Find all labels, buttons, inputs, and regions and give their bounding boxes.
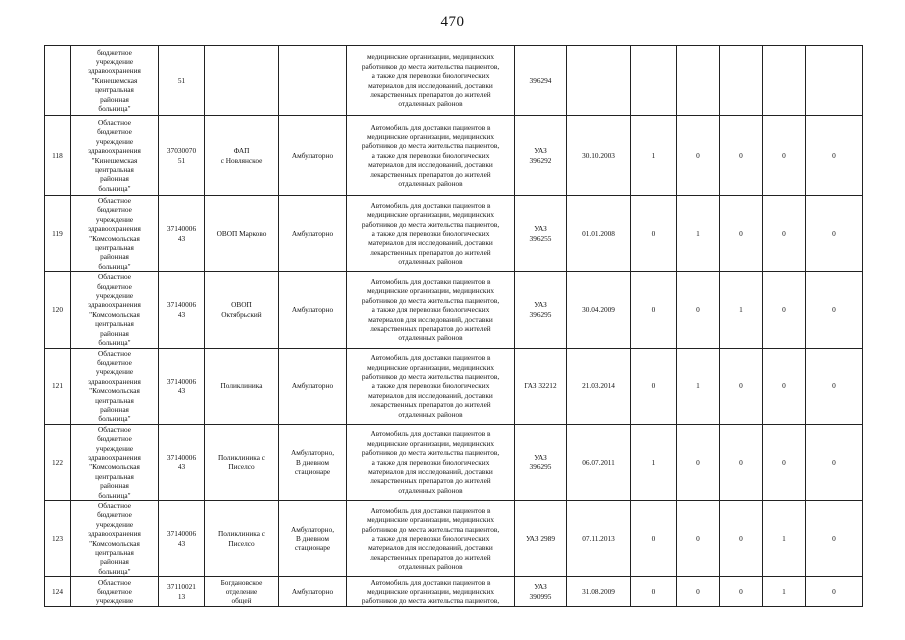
vehicle-model: УАЗ 396295 bbox=[515, 424, 567, 500]
organization-code: 37140006 43 bbox=[159, 196, 205, 272]
count-col-4 bbox=[763, 46, 806, 116]
table-row bbox=[45, 577, 863, 607]
count-col-1: 0 bbox=[631, 577, 677, 607]
organization-name: Областное бюджетное учреждение здравоохранения "Комсомольская центральная районная больница" bbox=[71, 424, 159, 500]
count-col-1 bbox=[631, 46, 677, 116]
organization-code: 51 bbox=[159, 46, 205, 116]
count-col-5: 0 bbox=[806, 501, 863, 577]
table-row bbox=[45, 116, 863, 196]
count-col-2 bbox=[677, 46, 720, 116]
count-col-4: 0 bbox=[763, 272, 806, 348]
care-type: Амбулаторно bbox=[279, 348, 347, 424]
organization-name: бюджетное учреждение здравоохранения "Кинешемская центральная районная больница" bbox=[71, 46, 159, 116]
count-col-5: 0 bbox=[806, 577, 863, 607]
care-type: Амбулаторно bbox=[279, 272, 347, 348]
count-col-3: 0 bbox=[720, 116, 763, 196]
count-col-3: 0 bbox=[720, 196, 763, 272]
vehicle-model: УАЗ 396255 bbox=[515, 196, 567, 272]
organization-code: 37030070 51 bbox=[159, 116, 205, 196]
vehicle-model: УАЗ 2989 bbox=[515, 501, 567, 577]
vehicle-registry-table bbox=[44, 45, 863, 607]
organization-code: 37140006 43 bbox=[159, 424, 205, 500]
count-col-2: 0 bbox=[677, 577, 720, 607]
organization-name: Областное бюджетное учреждение bbox=[71, 577, 159, 607]
count-col-1: 0 bbox=[631, 272, 677, 348]
department-name: Поликлиника bbox=[205, 348, 279, 424]
organization-name: Областное бюджетное учреждение здравоохранения "Комсомольская центральная районная больница" bbox=[71, 348, 159, 424]
vehicle-model: УАЗ 396295 bbox=[515, 272, 567, 348]
acquisition-date bbox=[567, 46, 631, 116]
row-number: 119 bbox=[45, 196, 71, 272]
row-number: 122 bbox=[45, 424, 71, 500]
count-col-4: 1 bbox=[763, 501, 806, 577]
count-col-1: 1 bbox=[631, 116, 677, 196]
care-type: Амбулаторно, В дневном стационаре bbox=[279, 501, 347, 577]
count-col-3: 0 bbox=[720, 348, 763, 424]
count-col-2: 1 bbox=[677, 196, 720, 272]
acquisition-date: 07.11.2013 bbox=[567, 501, 631, 577]
row-number: 118 bbox=[45, 116, 71, 196]
vehicle-purpose: Автомобиль для доставки пациентов в медицинские организации, медицинских работников до места жительства пациентов, а также для перевозки биологических материалов для исследований, доставки лекарственных препаратов до жителей отдаленных районов bbox=[347, 272, 515, 348]
organization-code: 37110021 13 bbox=[159, 577, 205, 607]
table-row bbox=[45, 196, 863, 272]
vehicle-purpose: Автомобиль для доставки пациентов в медицинские организации, медицинских работников до места жительства пациентов, bbox=[347, 577, 515, 607]
count-col-5: 0 bbox=[806, 116, 863, 196]
department-name: Поликлиника с Писелсо bbox=[205, 424, 279, 500]
care-type: Амбулаторно bbox=[279, 577, 347, 607]
count-col-3: 1 bbox=[720, 272, 763, 348]
acquisition-date: 30.10.2003 bbox=[567, 116, 631, 196]
vehicle-purpose: Автомобиль для доставки пациентов в медицинские организации, медицинских работников до места жительства пациентов, а также для перевозки биологических материалов для исследований, доставки лекарственных препаратов до жителей отдаленных районов bbox=[347, 424, 515, 500]
count-col-5: 0 bbox=[806, 424, 863, 500]
row-number: 121 bbox=[45, 348, 71, 424]
vehicle-purpose: Автомобиль для доставки пациентов в медицинские организации, медицинских работников до места жительства пациентов, а также для перевозки биологических материалов для исследований, доставки лекарственных препаратов до жителей отдаленных районов bbox=[347, 196, 515, 272]
page-number: 470 bbox=[440, 14, 465, 30]
vehicle-purpose: медицинские организации, медицинских работников до места жительства пациентов, а также для перевозки биологических материалов для исследований, доставки лекарственных препаратов до жителей отдаленных районов bbox=[347, 46, 515, 116]
organization-name: Областное бюджетное учреждение здравоохранения "Комсомольская центральная районная больница" bbox=[71, 501, 159, 577]
count-col-4: 0 bbox=[763, 196, 806, 272]
count-col-3: 0 bbox=[720, 501, 763, 577]
count-col-3: 0 bbox=[720, 577, 763, 607]
care-type bbox=[279, 46, 347, 116]
organization-name: Областное бюджетное учреждение здравоохранения "Комсомольская центральная районная больница" bbox=[71, 272, 159, 348]
vehicle-model: ГАЗ 32212 bbox=[515, 348, 567, 424]
acquisition-date: 21.03.2014 bbox=[567, 348, 631, 424]
acquisition-date: 01.01.2008 bbox=[567, 196, 631, 272]
organization-name: Областное бюджетное учреждение здравоохранения "Комсомольская центральная районная больница" bbox=[71, 196, 159, 272]
count-col-3: 0 bbox=[720, 424, 763, 500]
department-name: Поликлиника с Писелсо bbox=[205, 501, 279, 577]
organization-code: 37140006 43 bbox=[159, 501, 205, 577]
row-number bbox=[45, 46, 71, 116]
vehicle-model: 396294 bbox=[515, 46, 567, 116]
vehicle-model: УАЗ 396292 bbox=[515, 116, 567, 196]
row-number: 124 bbox=[45, 577, 71, 607]
count-col-2: 0 bbox=[677, 272, 720, 348]
count-col-5: 0 bbox=[806, 348, 863, 424]
count-col-1: 0 bbox=[631, 501, 677, 577]
count-col-2: 0 bbox=[677, 424, 720, 500]
organization-name: Областное бюджетное учреждение здравоохранения "Кинешемская центральная районная больница" bbox=[71, 116, 159, 196]
count-col-5 bbox=[806, 46, 863, 116]
acquisition-date: 31.08.2009 bbox=[567, 577, 631, 607]
department-name bbox=[205, 46, 279, 116]
care-type: Амбулаторно bbox=[279, 196, 347, 272]
count-col-4: 1 bbox=[763, 577, 806, 607]
row-number: 123 bbox=[45, 501, 71, 577]
count-col-1: 0 bbox=[631, 196, 677, 272]
table-row bbox=[45, 501, 863, 577]
department-name: Богдановское отделение общей bbox=[205, 577, 279, 607]
care-type: Амбулаторно bbox=[279, 116, 347, 196]
count-col-2: 0 bbox=[677, 501, 720, 577]
vehicle-model: УАЗ 390995 bbox=[515, 577, 567, 607]
table-row bbox=[45, 46, 863, 116]
table-row bbox=[45, 348, 863, 424]
department-name: ОВОП Октябрьский bbox=[205, 272, 279, 348]
organization-code: 37140006 43 bbox=[159, 272, 205, 348]
count-col-1: 1 bbox=[631, 424, 677, 500]
vehicle-purpose: Автомобиль для доставки пациентов в медицинские организации, медицинских работников до места жительства пациентов, а также для перевозки биологических материалов для исследований, доставки лекарственных препаратов до жителей отдаленных районов bbox=[347, 348, 515, 424]
row-number: 120 bbox=[45, 272, 71, 348]
count-col-4: 0 bbox=[763, 348, 806, 424]
count-col-1: 0 bbox=[631, 348, 677, 424]
table-row bbox=[45, 424, 863, 500]
count-col-2: 0 bbox=[677, 116, 720, 196]
organization-code: 37140006 43 bbox=[159, 348, 205, 424]
count-col-3 bbox=[720, 46, 763, 116]
acquisition-date: 30.04.2009 bbox=[567, 272, 631, 348]
acquisition-date: 06.07.2011 bbox=[567, 424, 631, 500]
count-col-2: 1 bbox=[677, 348, 720, 424]
table-row bbox=[45, 272, 863, 348]
department-name: ОВОП Марково bbox=[205, 196, 279, 272]
count-col-5: 0 bbox=[806, 196, 863, 272]
care-type: Амбулаторно, В дневном стационаре bbox=[279, 424, 347, 500]
count-col-5: 0 bbox=[806, 272, 863, 348]
vehicle-purpose: Автомобиль для доставки пациентов в медицинские организации, медицинских работников до места жительства пациентов, а также для перевозки биологических материалов для исследований, доставки лекарственных препаратов до жителей отдаленных районов bbox=[347, 501, 515, 577]
count-col-4: 0 bbox=[763, 424, 806, 500]
count-col-4: 0 bbox=[763, 116, 806, 196]
vehicle-purpose: Автомобиль для доставки пациентов в медицинские организации, медицинских работников до места жительства пациентов, а также для перевозки биологических материалов для исследований, доставки лекарственных препаратов до жителей отдаленных районов bbox=[347, 116, 515, 196]
department-name: ФАП с Новлянское bbox=[205, 116, 279, 196]
